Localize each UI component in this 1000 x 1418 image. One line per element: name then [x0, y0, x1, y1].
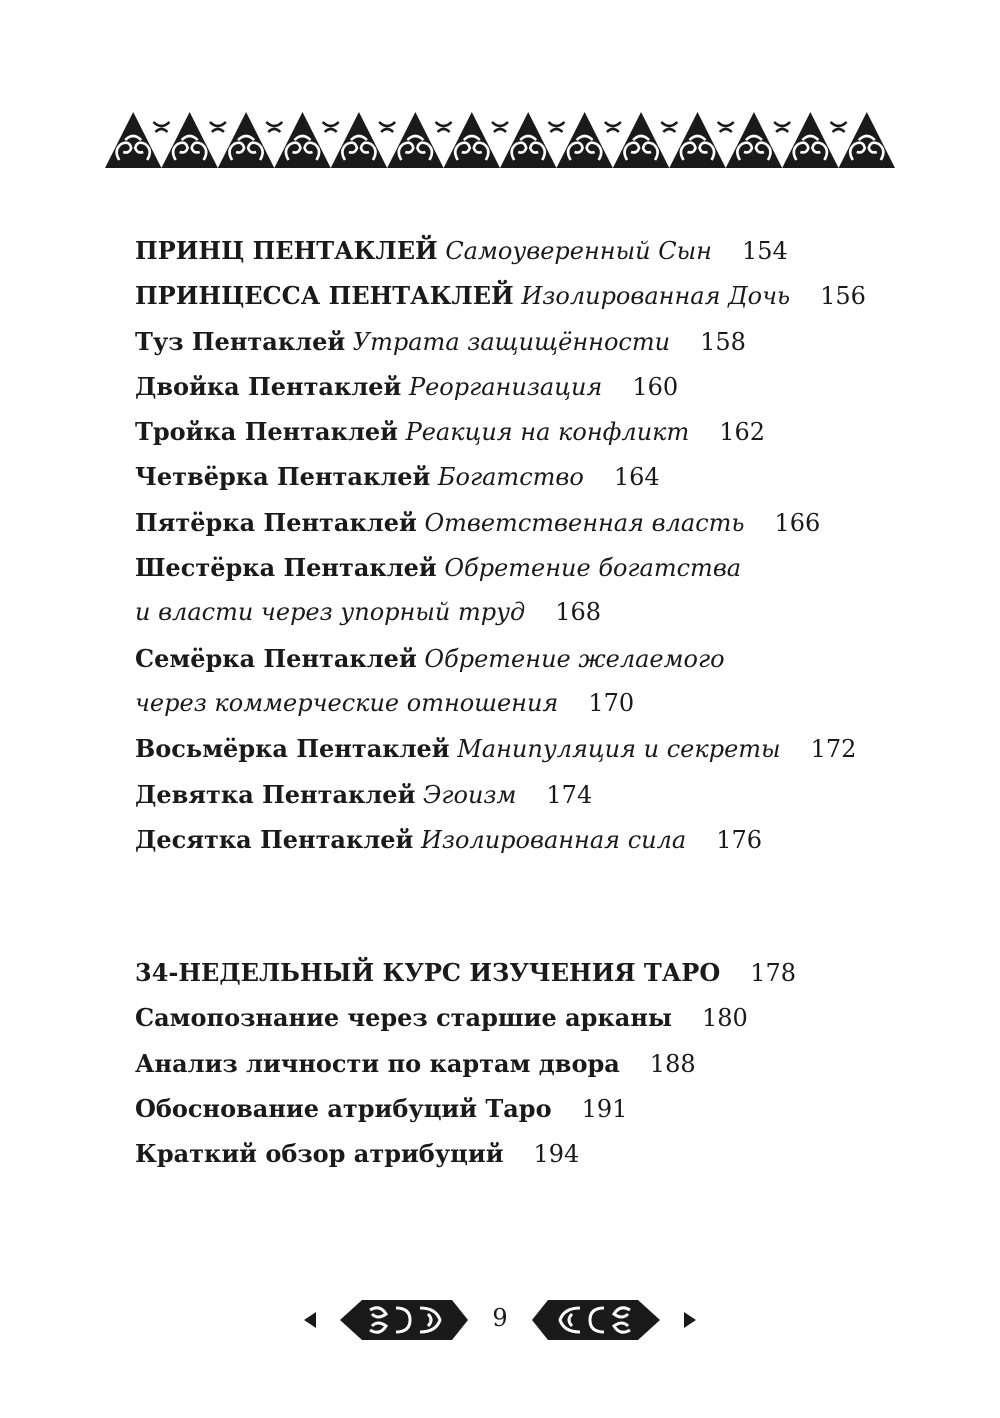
page-number: 176	[716, 825, 762, 854]
entry-title: ПРИНЦ ПЕНТАКЛЕЙ	[135, 236, 438, 265]
entry-subtitle-cont: и власти через упорный труд	[135, 598, 526, 627]
entry-title: Шестёрка Пентаклей	[135, 553, 437, 583]
page-footer	[300, 1292, 700, 1348]
page-number: 158	[700, 327, 746, 356]
entry-title: Семёрка Пентаклей	[135, 643, 417, 673]
toc-entry[interactable]	[135, 319, 895, 364]
entry-title: Анализ личности по картам двора	[135, 1048, 620, 1078]
toc-entry[interactable]	[135, 228, 895, 273]
triangle-ornament-border-icon	[105, 108, 895, 168]
toc-entry[interactable]	[135, 772, 895, 817]
entry-subtitle: Изолированная сила	[420, 825, 687, 854]
page-number: 188	[649, 1049, 696, 1078]
page-number: 191	[581, 1094, 628, 1123]
page-number: 156	[820, 282, 866, 311]
toc-entry[interactable]	[135, 995, 895, 1040]
page-number: 154	[741, 237, 788, 265]
entry-title: Двойка Пентаклей	[135, 371, 402, 401]
toc-entry[interactable]	[135, 500, 895, 545]
page-number: 174	[546, 780, 593, 809]
page-number: 9	[492, 1304, 508, 1332]
page-number: 170	[588, 688, 635, 717]
entry-subtitle-cont: через коммерческие отношения	[135, 688, 559, 717]
toc-entry[interactable]	[135, 1131, 895, 1176]
ornament-diamond-right-icon	[530, 1292, 700, 1348]
entry-title: Девятка Пентаклей	[135, 779, 416, 809]
entry-title: Обоснование атрибуций Таро	[135, 1093, 552, 1123]
page-number: 168	[555, 598, 602, 627]
entry-subtitle: Богатство	[437, 463, 584, 492]
entry-title: Туз Пентаклей	[135, 326, 346, 356]
entry-subtitle: Манипуляция и секреты	[457, 735, 781, 764]
page-number: 166	[774, 508, 821, 537]
page-number: 180	[701, 1004, 748, 1033]
entry-subtitle: Обретение желаемого	[424, 644, 725, 673]
entry-title: Четвёрка Пентаклей	[135, 462, 431, 492]
toc-entry[interactable]	[135, 817, 895, 862]
entry-subtitle: Обретение богатства	[444, 554, 742, 583]
ornament-diamond-left-icon	[300, 1292, 470, 1348]
section-heading[interactable]	[135, 950, 895, 995]
entry-subtitle: Изолированная Дочь	[521, 282, 791, 311]
entry-subtitle: Самоуверенный Сын	[445, 237, 712, 265]
entry-title: ПРИНЦЕССА ПЕНТАКЛЕЙ	[135, 281, 514, 311]
entry-title: Десятка Пентаклей	[135, 824, 414, 854]
toc-entry[interactable]	[135, 1086, 895, 1131]
entry-subtitle: Эгоизм	[423, 780, 517, 809]
page-number: 162	[719, 418, 766, 447]
entry-title: Восьмёрка Пентаклей	[135, 734, 450, 764]
toc-entry[interactable]	[135, 364, 895, 409]
toc-entry[interactable]	[135, 273, 895, 318]
table-of-contents	[135, 228, 895, 862]
entry-title: Пятёрка Пентаклей	[135, 507, 417, 537]
toc-entry[interactable]	[135, 545, 895, 590]
entry-subtitle: Ответственная власть	[424, 508, 745, 537]
entry-subtitle: Утрата защищённости	[352, 327, 671, 356]
entry-title: Краткий обзор атрибуций	[135, 1139, 504, 1169]
page-number: 194	[533, 1140, 580, 1169]
page-number: 172	[810, 735, 857, 764]
toc-entry[interactable]	[135, 636, 895, 681]
toc-entry-continuation[interactable]	[135, 590, 895, 635]
toc-entry[interactable]	[135, 1041, 895, 1086]
section-title: 34-НЕДЕЛЬНЫЙ КУРС ИЗУЧЕНИЯ ТАРО	[135, 958, 721, 987]
toc-entry[interactable]	[135, 726, 895, 771]
toc-entry[interactable]	[135, 454, 895, 499]
course-section	[135, 950, 895, 1176]
page-number: 160	[632, 372, 679, 401]
toc-entry[interactable]	[135, 409, 895, 454]
entry-title: Тройка Пентаклей	[135, 417, 398, 447]
entry-subtitle: Реакция на конфликт	[405, 418, 690, 447]
entry-title: Самопознание через старшие арканы	[135, 1003, 672, 1033]
page-number: 164	[613, 463, 660, 492]
toc-entry-continuation[interactable]	[135, 681, 895, 726]
page-number: 178	[750, 959, 797, 987]
entry-subtitle: Реорганизация	[408, 372, 603, 401]
